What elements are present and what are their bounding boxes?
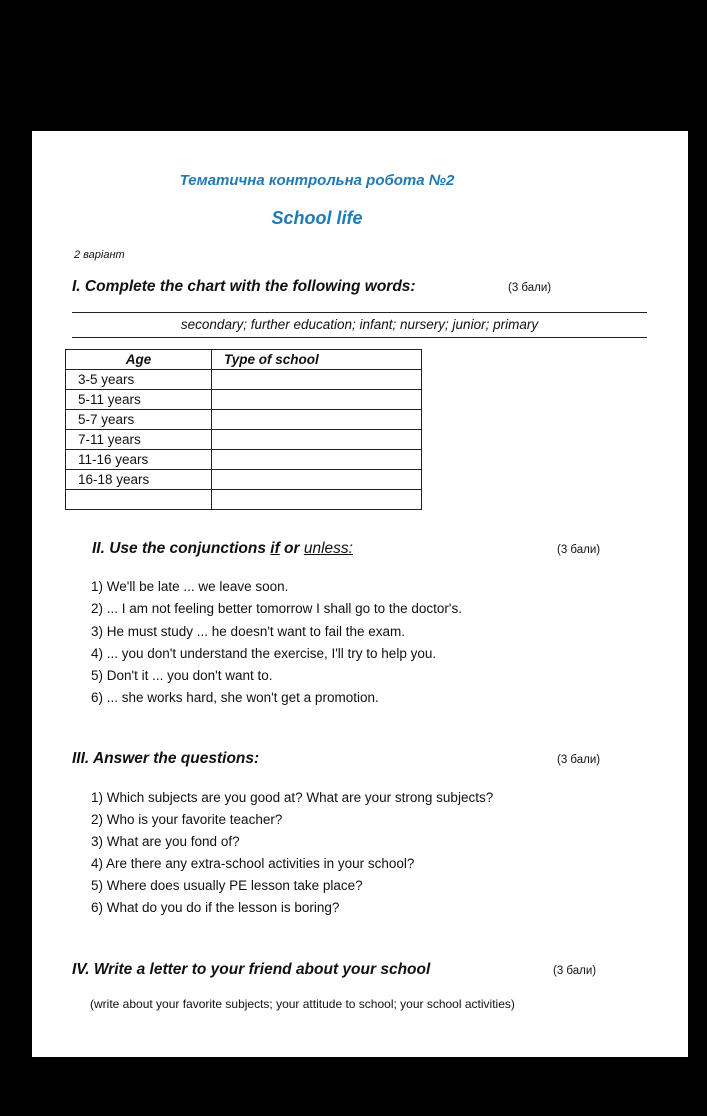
age-cell (66, 490, 212, 510)
list-item: 5) Don't it ... you don't want to. (91, 668, 273, 684)
age-cell: 11-16 years (66, 450, 212, 470)
section2-heading-text: II. Use the conjunctions (92, 540, 271, 557)
age-cell: 5-11 years (66, 390, 212, 410)
table-row (66, 470, 422, 490)
word-box-bottom-rule (72, 337, 647, 338)
table-header-row (66, 350, 422, 370)
column-header-type: Type of school (212, 350, 422, 370)
section2-score: (3 бали) (557, 544, 601, 556)
list-item: 5) Where does usually PE lesson take place? (91, 878, 363, 893)
age-cell: 3-5 years (66, 370, 212, 390)
list-item: 6) What do you do if the lesson is boring? (91, 900, 340, 915)
answer-cell[interactable] (212, 410, 422, 430)
list-item: 3) What are you fond of? (91, 834, 240, 849)
answer-cell[interactable] (212, 450, 422, 470)
word-box-top-rule (72, 312, 647, 313)
table-row (66, 450, 422, 470)
worksheet-page (32, 131, 688, 1057)
section1-score: (3 бали) (508, 282, 552, 294)
answer-cell[interactable] (212, 470, 422, 490)
section4-heading: IV. Write a letter to your friend about your school (72, 961, 431, 978)
section4-note: (write about your favorite subjects; your attitude to school; your school activities) (90, 997, 515, 1011)
section1-heading: I. Complete the chart with the following words: (72, 278, 416, 295)
page-subtitle: School life (271, 208, 363, 228)
section2-if: if (270, 540, 280, 557)
age-cell: 7-11 years (66, 430, 212, 450)
list-item: 6) ... she works hard, she won't get a promotion. (91, 690, 379, 706)
table-row (66, 490, 422, 510)
age-cell: 16-18 years (66, 470, 212, 490)
list-item: 4) Are there any extra-school activities in your school? (91, 856, 415, 871)
section2-heading (92, 540, 353, 558)
list-item: 4) ... you don't understand the exercise, I'll try to help you. (91, 645, 437, 661)
section2-list (91, 576, 462, 710)
section3-list (91, 787, 493, 919)
table-row (66, 430, 422, 450)
section2-or: or (279, 540, 304, 557)
table-row (66, 410, 422, 430)
list-item: 3) He must study ... he doesn't want to fail the exam. (91, 623, 405, 639)
age-cell: 5-7 years (66, 410, 212, 430)
column-header-age: Age (66, 350, 212, 370)
answer-cell[interactable] (212, 430, 422, 450)
section2-unless: unless: (303, 540, 353, 557)
list-item: 1) Which subjects are you good at? What are your strong subjects? (91, 790, 494, 805)
table-row (66, 390, 422, 410)
age-school-table (65, 349, 422, 510)
section4-score: (3 бали) (553, 965, 597, 977)
list-item: 2) Who is your favorite teacher? (91, 812, 283, 827)
list-item: 2) ... I am not feeling better tomorrow I shall go to the doctor's. (91, 601, 463, 617)
section3-heading: III. Answer the questions: (72, 750, 260, 767)
variant-label: 2 варіант (74, 249, 125, 261)
answer-cell[interactable] (212, 490, 422, 510)
page-title: Тематична контрольна робота №2 (179, 172, 455, 189)
table-row (66, 370, 422, 390)
section3-score: (3 бали) (557, 754, 601, 766)
answer-cell[interactable] (212, 390, 422, 410)
answer-cell[interactable] (212, 370, 422, 390)
list-item: 1) We'll be late ... we leave soon. (91, 579, 289, 594)
word-bank: secondary; further education; infant; nursery; junior; primary (180, 317, 539, 332)
